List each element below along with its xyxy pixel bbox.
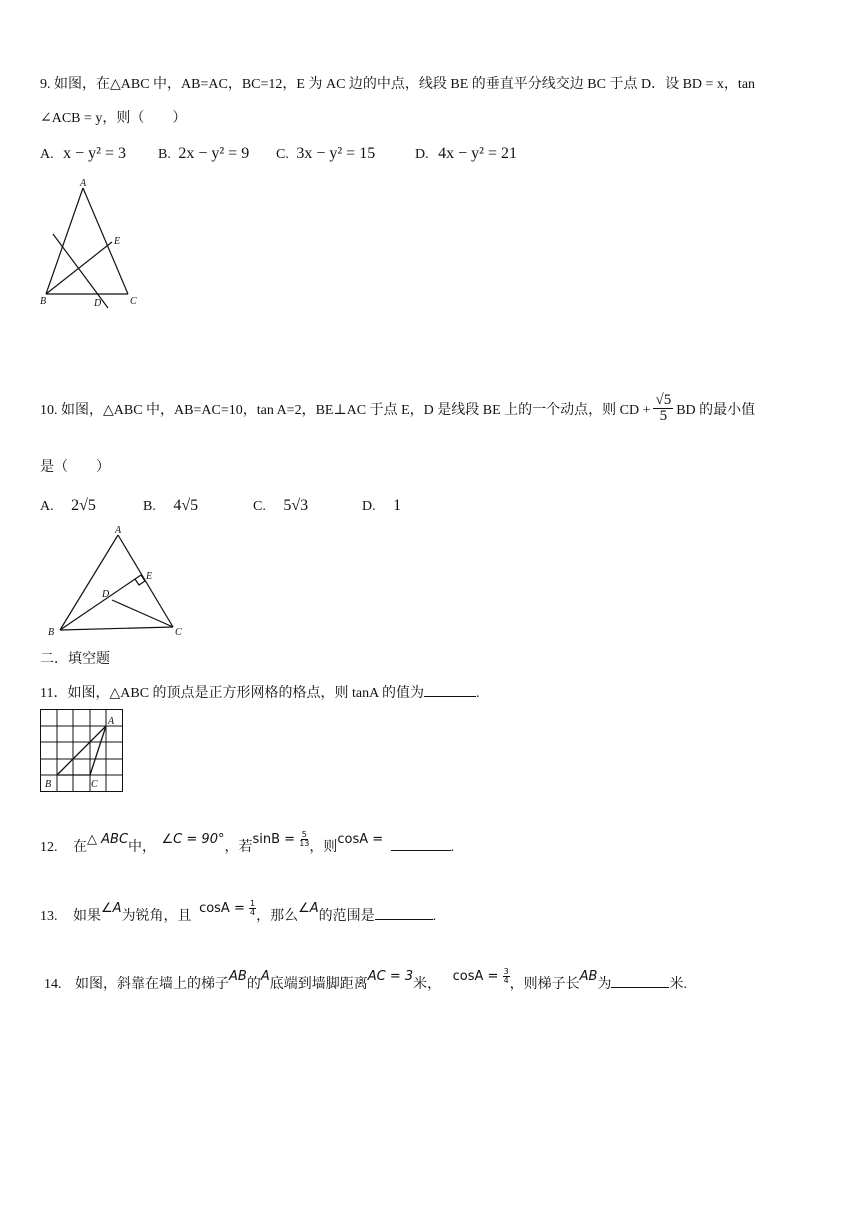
q9-label-d: D [94,298,102,309]
q11-label-b: B [45,779,52,790]
q9-label-a: A [80,178,87,189]
q12-line: 12. 在△ ABC中， ∠C = 90°，若sinB = $\frac{5}{13}$ ，则cosA = . [40,830,455,855]
q10-label-a: A [115,525,122,536]
q9-line2: ∠ACB = y，则（ ） [40,111,187,126]
q10-fraction: $\frac{√5}{5}$ [655,392,672,424]
q11-label-a: A [108,716,115,727]
q10-option-a-text: 2√5 [71,497,96,514]
q9-option-c-text: 3x − y² = 15 [296,145,376,162]
q9-option-d: D. 4x − y² = 21 [415,145,517,162]
q10-option-d-text: 1 [393,497,402,514]
q14-math-cosa: cosA = $\frac{3}{4}$ [452,967,509,985]
q10-label-b: B [48,627,55,638]
q10-label-d: D [102,589,110,600]
q13-math-cosa: cosA = $\frac{1}{4}$ [199,899,256,917]
q12-math-sinb: sinB = $\frac{5}{13}$ [252,830,310,848]
q10-option-b-text: 4√5 [173,497,199,514]
q13-line: 13. 如果∠A为锐角，且 cosA = $\frac{1}{4}$ ，那么∠A的范围是 . [40,899,437,924]
q10-label-c: C [175,627,182,638]
q12-math-angle: ∠C = 90° [161,832,225,847]
q9-option-d-text: 4x − y² = 21 [438,145,517,162]
q9-option-a: A. x − y² = 3 [40,145,126,162]
q10-option-b: B. 4√5 [143,497,199,514]
q11-figure [40,709,126,793]
q14-math-a: A [260,969,270,984]
q11-answer-blank[interactable] [424,696,476,697]
q14-math-ab: AB [229,969,247,984]
q14-answer-blank[interactable] [611,987,669,988]
q10-figure [42,523,192,641]
q9-line1: 9. 如图，在△ABC 中，AB=AC，BC=12，E 为 AC 边的中点，线段 BE 的垂直平分线交边 BC 于点 D．设 BD = x，tan [40,77,756,92]
q10-option-d: D. 1 [362,497,402,514]
q12-math-cosa: cosA = [337,832,384,847]
q9-option-b: B. 2x − y² = 9 [158,145,250,162]
q13-answer-blank[interactable] [375,919,433,920]
q9-label-e: E [114,236,121,247]
q14-math-ab2: AB [579,969,598,984]
q9-label-c: C [130,296,137,307]
q13-math-angle-a: ∠A [101,901,122,916]
q9-option-a-text: x − y² = 3 [63,145,126,162]
q10-line2: 是（ ） [40,460,110,475]
q11-label-c: C [91,779,98,790]
q10-line1: 10. 如图，△ABC 中，AB=AC=10，tan A=2，BE⊥AC 于点 E，D 是线段 BE 上的一个动点，则 CD + $\frac{√5}{5}$ BD 的最小值 [40,392,756,424]
q10-option-a: A. 2√5 [40,497,96,514]
q13-math-angle-a2: ∠A [298,901,319,916]
q9-option-c: C. 3x − y² = 15 [276,145,376,162]
section-heading: 二．填空题 [40,652,110,667]
q14-line: 14. 如图，斜靠在墙上的梯子AB的A底端到墙脚距离AC = 3米， cosA = $\frac{3}{4}$ ，则梯子长AB为 米. [44,967,687,992]
q9-label-b: B [40,296,47,307]
q9-figure [36,176,146,312]
q9-option-b-text: 2x − y² = 9 [178,145,250,162]
q11-text: 11．如图，△ABC 的顶点是正方形网格的格点，则 tanA 的值为 . [40,686,480,701]
q10-option-c: C. 5√3 [253,497,309,514]
q14-math-ac: AC = 3 [367,969,414,984]
q12-answer-blank[interactable] [391,850,451,851]
q10-option-c-text: 5√3 [283,497,309,514]
q10-label-e: E [146,571,153,582]
q12-math-triangle: △ ABC [87,832,129,847]
